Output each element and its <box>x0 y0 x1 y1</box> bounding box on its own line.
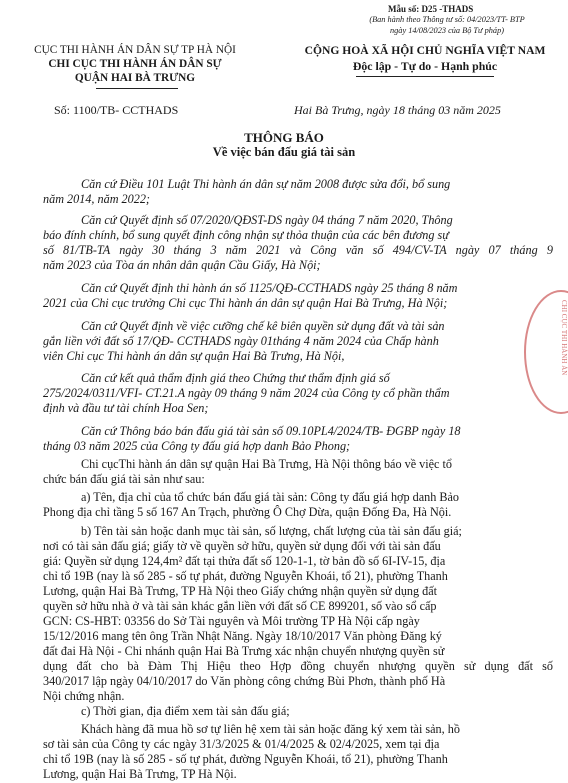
body-line: quyền sở hữu nhà ở và tài sản khác gắn liền với đất số CE 899201, số vào sổ cấp <box>43 599 437 613</box>
body-line: 2021 của Chi cục trưởng Chi cục Thi hành án dân sự quận Hai Bà Trưng, Hà Nội; <box>43 296 448 310</box>
agency-line3: QUẬN HAI BÀ TRƯNG <box>74 72 196 84</box>
issue-date: Hai Bà Trưng, ngày 18 tháng 03 năm 2025 <box>294 103 501 117</box>
nation-underline <box>356 76 494 77</box>
body-line: Căn cứ kết quả thẩm định giá theo Chứng thư thẩm định giá số <box>81 371 390 385</box>
body-line: c) Thời gian, địa điểm xem tài sản đấu giá; <box>81 704 290 718</box>
body-line: Nội chứng nhận. <box>43 689 125 703</box>
body-line: Căn cứ Thông báo bán đấu giá tài sản số 09.10PL4/2024/TB- ĐGBP ngày 18 <box>81 424 461 438</box>
body-line: Căn cứ Quyết định thi hành án số 1125/QĐ-CCTHADS ngày 25 tháng 8 năm <box>81 281 458 295</box>
body-line: Khách hàng đã mua hồ sơ tự liên hệ xem tài sản hoặc đăng ký xem tài sản, hồ <box>81 722 460 736</box>
agency-line2: CHI CỤC THI HÀNH ÁN DÂN SỰ <box>48 58 222 70</box>
body-line: 275/2024/0311/VFI- CT.21.A ngày 09 tháng 9 năm 2024 của Công ty cổ phần thẩm <box>43 386 450 400</box>
stamp-text: CHI CỤC THI HÀNH ÁN <box>560 300 568 376</box>
body-line: chức bán đấu giá tài sản như sau: <box>43 472 205 486</box>
body-line: năm 2023 của Tòa án nhân dân quận Cầu Giấy, Hà Nội; <box>43 258 321 272</box>
body-line: Phong địa chỉ tầng 5 số 167 An Trạch, phường Ô Chợ Dừa, quận Đống Đa, Hà Nội. <box>43 505 452 519</box>
body-line: giá: Quyền sử dụng 124,4m² đất tại thửa đất số 120-1-1, tờ bản đồ số 6I-IV-15, địa <box>43 554 446 568</box>
body-line: số 81/TB-TA ngày 30 tháng 3 năm 2021 và Công văn số 494/CV-TA ngày 07 tháng 9 <box>43 243 553 257</box>
body-line: gắn liền với đất số 17/QĐ- CCTHADS ngày 01tháng 4 năm 2024 của Chấp hành <box>43 334 439 348</box>
agency-underline <box>96 88 178 89</box>
body-line: chỉ tổ 19B (nay là số 285 - số tự phát, đường Nguyễn Khoái, tổ 21), phường Thanh <box>43 569 448 583</box>
nation-line2: Độc lập - Tự do - Hạnh phúc <box>352 59 498 73</box>
body-line: 15/12/2016 mang tên ông Trần Nhật Năng. Ngày 18/10/2017 Văn phòng Đăng ký <box>43 629 442 643</box>
document-subtitle: Về việc bán đấu giá tài sản <box>212 145 356 159</box>
body-line: nơi có tài sản đấu giá; giấy tờ về quyền sở hữu, quyền sử dụng đối với tài sản đấu <box>43 539 441 553</box>
body-line: Chi cụcThi hành án dân sự quận Hai Bà Trưng, Hà Nội thông báo về việc tổ <box>81 457 452 471</box>
body-line: 340/2017 lập ngày 04/10/2017 do Văn phòng công chứng Bùi Phơn, thành phố Hà <box>43 674 446 688</box>
body-line: a) Tên, địa chỉ của tổ chức bán đấu giá tài sản: Công ty đấu giá hợp danh Bảo <box>81 490 460 504</box>
form-code: Mẫu số: D25 -THADS <box>388 4 474 14</box>
agency-line1: CỤC THI HÀNH ÁN DÂN SỰ TP HÀ NỘI <box>34 44 236 56</box>
body-line: sơ tài sản của Công ty các ngày 31/3/2025 & 01/4/2025 & 02/4/2025, xem tại địa <box>43 737 440 751</box>
body-line: tháng 03 năm 2025 của Công ty đấu giá hợp danh Bảo Phong; <box>43 439 351 453</box>
body-line: GCN: CS-HBT: 03356 do Sở Tài nguyên và Môi trường TP Hà Nội cấp ngày <box>43 614 420 628</box>
body-line: định và đầu tư tài chính Hoa Sen; <box>43 401 209 415</box>
body-line: dụng đất cho bà Đàm Thị Hiệu theo Hợp đồng chuyển nhượng quyền sử dụng đất số <box>43 659 553 673</box>
body-line: Căn cứ Quyết định về việc cưỡng chế kê biên quyền sử dụng đất và tài sản <box>81 319 445 333</box>
body-line: báo đính chính, bổ sung quyết định công nhận sự thỏa thuận của các bên đương sự <box>43 228 449 242</box>
body-line: chỉ tổ 19B (nay là số 285 - số tự phát, đường Nguyễn Khoái, tổ 21), phường Thanh <box>43 752 448 766</box>
nation-line1: CỘNG HOÀ XÃ HỘI CHỦ NGHĨA VIỆT NAM <box>304 44 546 57</box>
form-note-line2: ngày 14/08/2023 của Bộ Tư pháp) <box>390 26 504 35</box>
document-title: THÔNG BÁO <box>244 130 324 145</box>
form-note-line1: (Ban hành theo Thông tư số: 04/2023/TT- BTP <box>369 15 525 24</box>
body-line: b) Tên tài sản hoặc danh mục tài sản, số lượng, chất lượng của tài sản đấu giá; <box>81 524 462 538</box>
body-line: Căn cứ Điều 101 Luật Thi hành án dân sự năm 2008 được sửa đổi, bổ sung <box>81 177 451 191</box>
body-line: năm 2014, năm 2022; <box>43 192 150 206</box>
body-line: Căn cứ Quyết định số 07/2020/QĐST-DS ngày 04 tháng 7 năm 2020, Thông <box>81 213 453 227</box>
body-line: viên Chi cục Thi hành án dân sự quận Hai Bà Trưng, Hà Nội, <box>43 349 345 363</box>
body-line: Lương, quận Hai Bà Trưng, TP Hà Nội theo Giấy chứng nhận quyền sử dụng đất <box>43 584 438 598</box>
body-line: đất đai Hà Nội - Chi nhánh quận Hai Bà Trưng xác nhận chuyển nhượng quyền sử <box>43 644 445 658</box>
reference-number: Số: 1100/TB- CCTHADS <box>54 103 179 117</box>
body-line: Lương, quận Hai Bà Trưng, TP Hà Nội. <box>43 767 237 781</box>
